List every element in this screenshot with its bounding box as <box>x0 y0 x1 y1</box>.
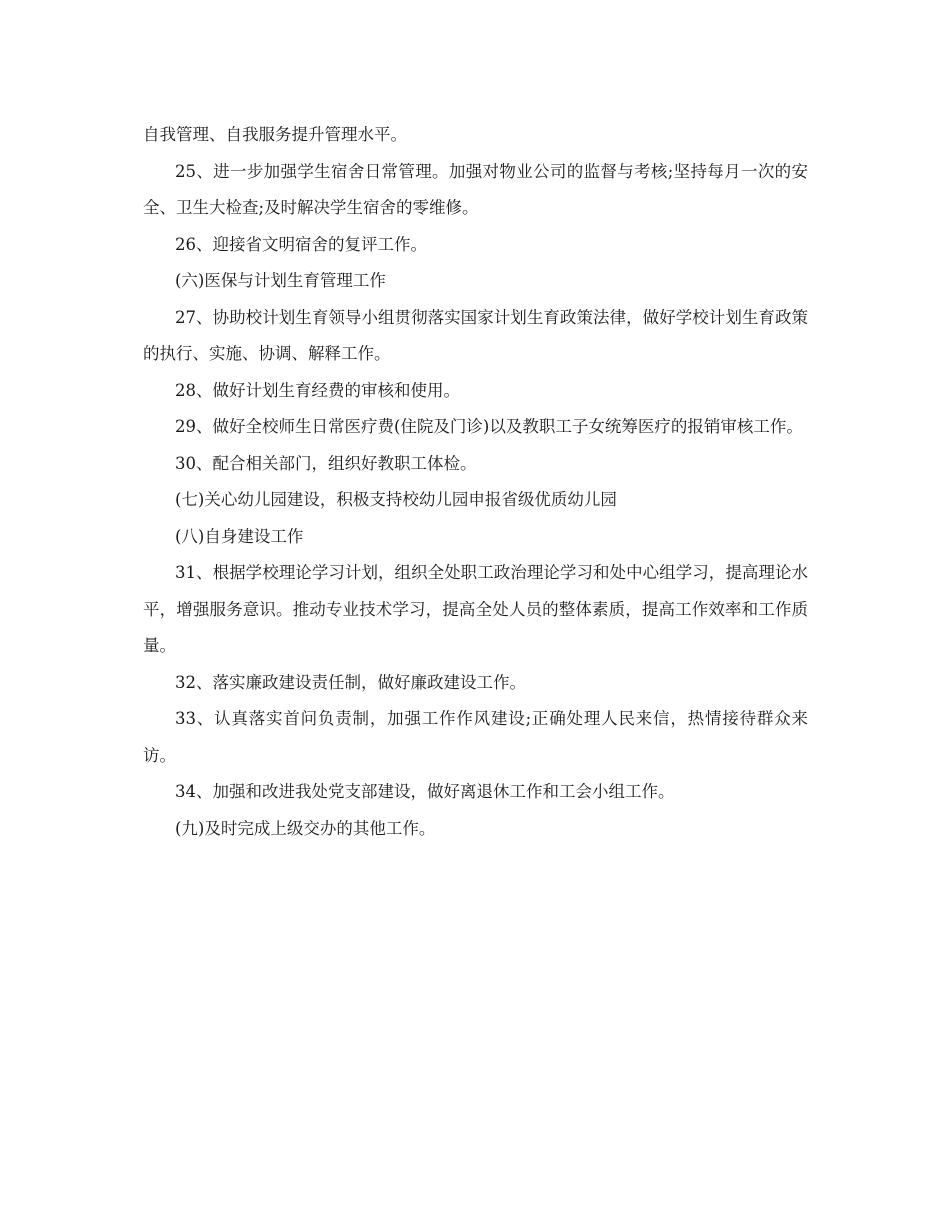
paragraph-item-31: 31、根据学校理论学习计划，组织全处职工政治理论学习和处中心组学习，提高理论水平，增强服务意识。推动专业技术学习，提高全处人员的整体素质，提高工作效率和工作质量。 <box>143 563 808 655</box>
paragraph-item-30: 30、配合相关部门，组织好教职工体检。 <box>175 453 477 473</box>
paragraph-item-34: 34、加强和改进我处党支部建设，做好离退休工作和工会小组工作。 <box>175 782 675 801</box>
paragraph-item-32: 32、落实廉政建设责任制，做好廉政建设工作。 <box>175 672 526 692</box>
section-heading-7: (七)关心幼儿园建设，积极支持校幼儿园申报省级优质幼儿园 <box>175 490 617 509</box>
section-heading-8: (八)自身建设工作 <box>175 526 304 546</box>
paragraph-item-29: 29、做好全校师生日常医疗费(住院及门诊)以及教职工子女统筹医疗的报销审核工作。 <box>175 417 803 436</box>
document-body <box>143 117 808 847</box>
paragraph-continuation: 自我管理、自我服务提升管理水平。 <box>143 125 407 144</box>
paragraph-item-27: 27、协助校计划生育领导小组贯彻落实国家计划生育政策法律，做好学校计划生育政策的执行、实施、协调、解释工作。 <box>143 307 808 363</box>
paragraph-item-26: 26、迎接省文明宿舍的复评工作。 <box>175 234 427 254</box>
paragraph-item-25: 25、进一步加强学生宿舍日常管理。加强对物业公司的监督与考核;坚持每月一次的安全、卫生大检查;及时解决学生宿舍的零维修。 <box>143 161 808 217</box>
section-heading-9: (九)及时完成上级交办的其他工作。 <box>175 818 436 838</box>
paragraph-item-33: 33、认真落实首问负责制，加强工作作风建设;正确处理人民来信，热情接待群众来访。 <box>143 709 808 765</box>
section-heading-6: (六)医保与计划生育管理工作 <box>175 271 386 290</box>
paragraph-item-28: 28、做好计划生育经费的审核和使用。 <box>175 380 460 400</box>
